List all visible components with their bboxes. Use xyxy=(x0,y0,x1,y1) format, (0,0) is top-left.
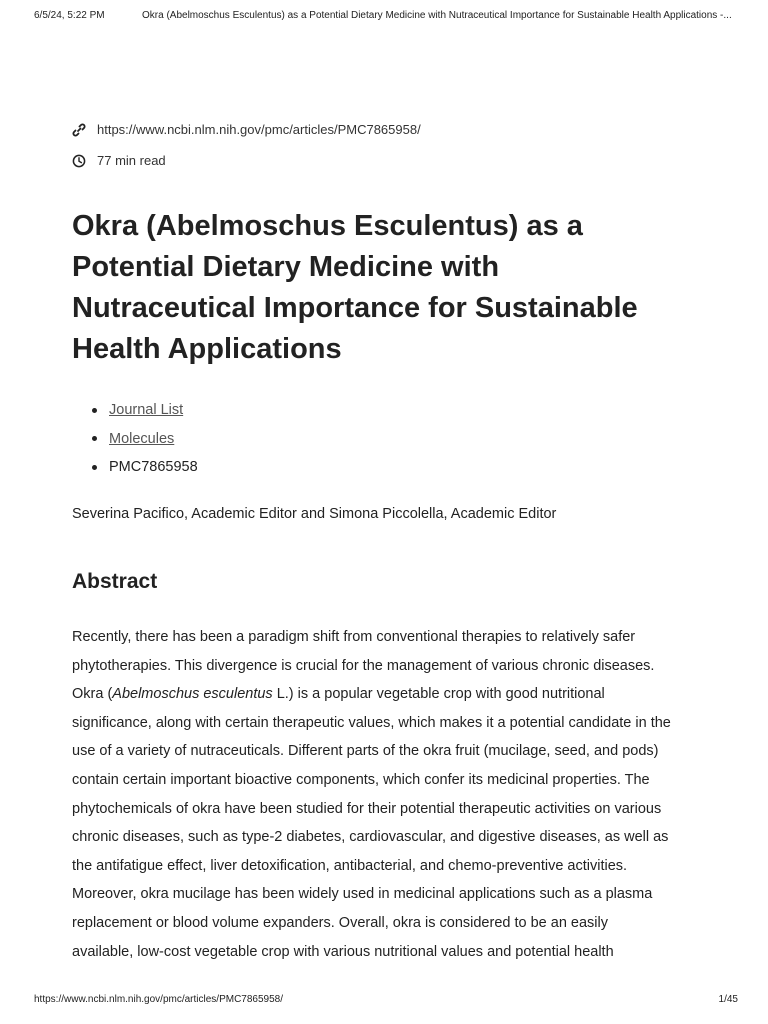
title-line: Nutraceutical Importance for Sustainable xyxy=(72,292,638,324)
abstract-line: available, low-cost vegetable crop with various nutritional values and potential health xyxy=(72,943,614,960)
abstract-line: phytochemicals of okra have been studied for their potential therapeutic activities on various xyxy=(72,800,662,817)
abstract-line: Moreover, okra mucilage has been widely used in medicinal applications such as a plasma xyxy=(72,886,653,903)
abstract-line: use of a variety of nutraceuticals. Different parts of the okra fruit (mucilage, seed, and pods) xyxy=(72,743,659,760)
print-header xyxy=(34,10,738,26)
read-time: 77 min read xyxy=(97,153,166,168)
abstract-body xyxy=(72,623,702,966)
abstract-line: replacement or blood volume expanders. Overall, okra is considered to be an easily xyxy=(72,914,608,931)
breadcrumb-item xyxy=(72,453,198,482)
breadcrumb-item xyxy=(72,396,198,425)
abstract-text: Okra ( xyxy=(72,686,113,703)
species-name: Abelmoschus esculentus xyxy=(112,686,273,703)
title-line: Potential Dietary Medicine with xyxy=(72,251,500,283)
bullet-icon xyxy=(92,465,97,470)
abstract-line xyxy=(72,680,702,709)
abstract-text: L.) is a popular vegetable crop with good nutritional xyxy=(272,686,605,703)
bullet-icon xyxy=(92,408,97,413)
abstract-line: the antifatigue effect, liver detoxification, antibacterial, and chemo-preventive activities. xyxy=(72,857,628,874)
breadcrumb-current: PMC7865958 xyxy=(109,459,198,476)
author-editors: Severina Pacifico, Academic Editor and Simona Piccolella, Academic Editor xyxy=(72,506,557,522)
title-line: Okra (Abelmoschus Esculentus) as a xyxy=(72,210,583,242)
title-line: Health Applications xyxy=(72,333,342,365)
read-time-row xyxy=(72,153,166,168)
print-footer xyxy=(34,994,738,1008)
abstract-line: phytotherapies. This divergence is crucial for the management of various chronic diseases. xyxy=(72,657,655,674)
source-url[interactable]: https://www.ncbi.nlm.nih.gov/pmc/articles/PMC7865958/ xyxy=(97,122,421,137)
breadcrumb-link-molecules[interactable]: Molecules xyxy=(109,430,175,447)
abstract-line: chronic diseases, such as type-2 diabetes, cardiovascular, and digestive diseases, as well as xyxy=(72,829,669,846)
page-number: 1/45 xyxy=(718,994,738,1005)
source-link-row xyxy=(72,122,421,137)
footer-url: https://www.ncbi.nlm.nih.gov/pmc/articles/PMC7865958/ xyxy=(34,994,283,1005)
abstract-line: contain certain important bioactive components, which confer its medicinal properties. The xyxy=(72,771,650,788)
breadcrumb xyxy=(72,396,198,482)
bullet-icon xyxy=(92,436,97,441)
breadcrumb-item xyxy=(72,425,198,454)
link-icon xyxy=(72,123,86,137)
clock-icon xyxy=(72,154,86,168)
abstract-line: significance, along with certain therapeutic values, which makes it a potential candidate in the xyxy=(72,714,671,731)
abstract-heading: Abstract xyxy=(72,570,158,593)
print-page-title: Okra (Abelmoschus Esculentus) as a Potential Dietary Medicine with Nutraceutical Importance for Sustainable Health Applications -... xyxy=(142,10,732,21)
breadcrumb-link-journal-list[interactable]: Journal List xyxy=(109,402,184,419)
abstract-line: Recently, there has been a paradigm shift from conventional therapies to relatively safer xyxy=(72,629,636,645)
article-title xyxy=(72,206,712,370)
print-date: 6/5/24, 5:22 PM xyxy=(34,10,105,21)
